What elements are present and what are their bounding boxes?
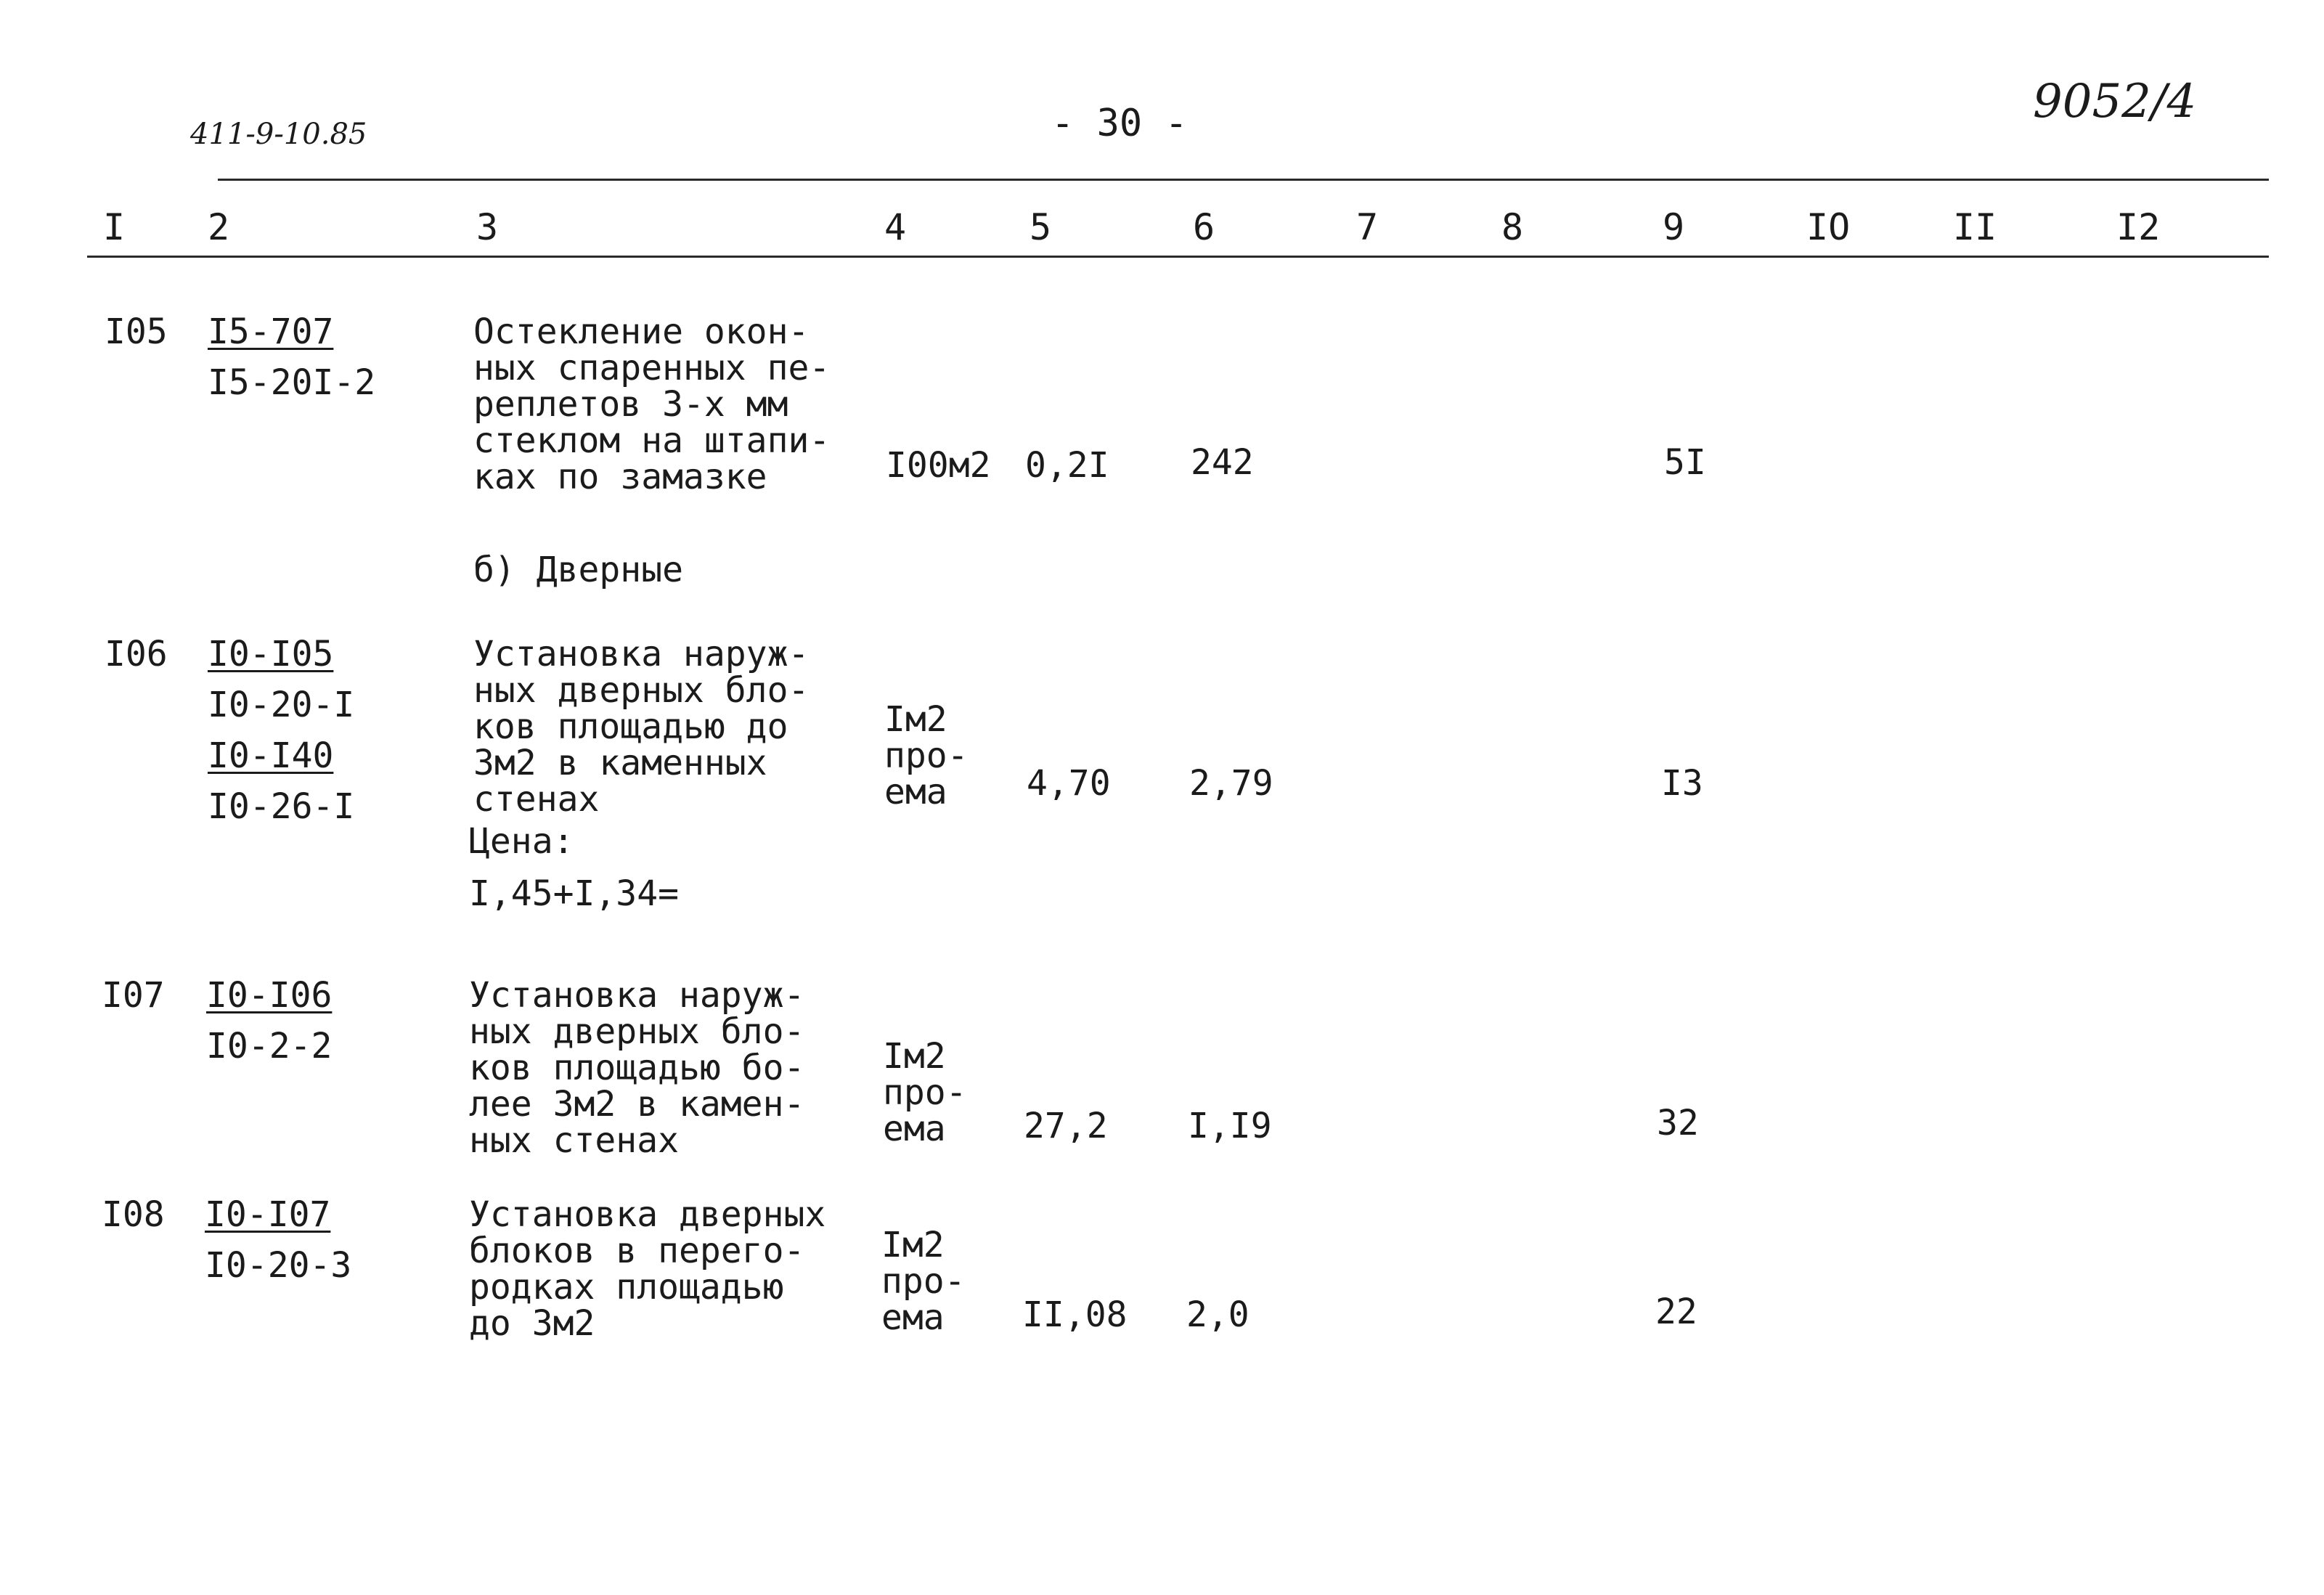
total-cost: 22 [1655,1292,1697,1332]
column-header-5: 5 [1030,206,1052,248]
work-description: Остекление окон- ных спаренных пе- реплетов 3-х мм стеклом на штапи- ках по замазке [473,311,831,497]
unit: Iм2 про- ема [881,1225,966,1338]
norm-code: I5-707 [208,311,334,352]
unit-cost: 2,79 [1189,763,1273,804]
column-header-4: 4 [884,206,907,248]
unit: Iм2 про- ема [884,699,969,812]
norm-code: I0-I06 [206,975,333,1016]
norm-code: I0-20-I [208,685,355,725]
row-number: I08 [102,1194,165,1235]
total-cost: 32 [1657,1103,1699,1143]
row-number: I06 [105,634,168,674]
norm-code: I0-I07 [205,1194,331,1235]
column-header-7: 7 [1356,206,1379,248]
price-label: Цена: [469,821,574,862]
page-number: - 30 - [1051,102,1188,145]
norm-code: I0-20-3 [205,1245,352,1286]
table-header-rule [87,256,2269,258]
row-number: I07 [102,975,165,1016]
norm-code: I0-I05 [208,634,334,674]
unit-cost: I,I9 [1188,1106,1272,1146]
sheet-number: 9052/4 [2033,75,2197,129]
column-header-3: 3 [476,206,499,248]
norm-code: I0-I40 [208,735,334,776]
unit-cost: 2,0 [1186,1294,1249,1335]
norm-code: I0-2-2 [206,1026,333,1066]
column-header-8: 8 [1501,206,1524,248]
column-header-9: 9 [1663,206,1685,248]
total-cost: 5I [1664,442,1706,483]
price-formula: I,45+I,34= [469,873,679,914]
column-header-11: II [1953,206,1997,248]
unit-cost: 242 [1191,442,1254,483]
quantity: II,08 [1022,1294,1128,1335]
column-header-2: 2 [208,206,230,248]
work-description: Установка наруж- ных дверных бло- ков площадью до 3м2 в каменных стенах [473,634,810,820]
total-cost: I3 [1661,763,1703,804]
norm-code: I0-26-I [208,786,355,827]
section-heading: б) Дверные [473,550,683,590]
table-top-rule [218,179,2269,181]
quantity: 0,2I [1025,445,1109,486]
column-header-1: I [103,206,126,248]
quantity: 4,70 [1027,763,1111,804]
document-code: 411-9-10.85 [190,118,367,151]
unit: Iм2 про- ема [883,1036,967,1149]
work-description: Установка наруж- ных дверных бло- ков площадью бо- лее 3м2 в камен- ных стенах [469,975,805,1161]
row-number: I05 [105,311,168,352]
norm-code: I5-20I-2 [208,362,376,403]
unit: I00м2 [886,445,991,486]
column-header-12: I2 [2116,206,2161,248]
quantity: 27,2 [1024,1106,1108,1146]
work-description: Установка дверных блоков в перего- родках площадью до 3м2 [469,1194,826,1344]
column-header-6: 6 [1193,206,1215,248]
column-header-10: IO [1806,206,1851,248]
